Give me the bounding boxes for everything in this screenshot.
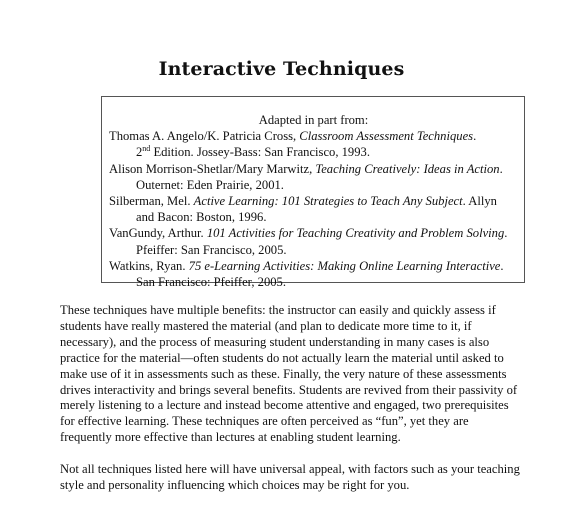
source-title: 75 e-Learning Activities: Making Online Learning Interactive [188,258,501,273]
source-author: VanGundy, Arthur. [109,226,207,241]
source-entry [109,128,518,160]
source-publisher: . Pfeiffer: San Francisco, 2005. [136,226,508,257]
source-title: Active Learning: 101 Strategies to Teach Any Subject [193,194,463,209]
source-publisher: . San Francisco: Pfeiffer, 2005. [136,258,504,290]
source-punct: . [473,129,477,144]
sources-box [101,96,525,290]
source-title: 101 Activities for Teaching Creativity and Problem Solving [206,226,505,241]
source-publisher: . Outernet: Eden Prairie, 2001. [136,161,503,192]
body-paragraph: Not all techniques listed here will have universal appeal, with factors such as your teaching style and personality influencing which choices may be right for you. [60,462,520,493]
source-title: Classroom Assessment Techniques [299,129,474,144]
source-entry [109,193,518,225]
source-entry [109,225,518,257]
source-publisher: Edition. Jossey-Bass: San Francisco, 1993. [150,145,370,160]
source-author: Alison Morrison-Shetlar/Mary Marwitz, [109,161,316,176]
source-author: Watkins, Ryan. [109,258,189,273]
source-entry [109,258,518,290]
source-author: Silberman, Mel. [109,194,194,209]
source-author: Thomas A. Angelo/K. Patricia Cross, [109,129,300,144]
document-title: Interactive Techniques [158,58,405,80]
sources-heading: Adapted in part from: [258,113,369,127]
source-edition-suffix: nd [142,144,151,154]
source-edition-number: 2 [136,145,143,160]
body-paragraph: These techniques have multiple benefits: the instructor can easily and quickly assess if students have really mastered the material (and plan to dedicate more time to it, if necessary), and the process of measuring student understanding in many cases is also practice for the material—often students do not actually learn the material until asked to make use of it in assessments such as these. Finally, the very nature of these assessments drives interactivity and brings several benefits. Students are revived from their passivity of merely listening to a lecture and instead become attentive and engaged, two prerequisites for effective learning. These techniques are often perceived as “fun”, yet they are frequently more effective than lectures at enabling student learning. [60,303,518,445]
source-title: Teaching Creatively: Ideas in Action [315,161,500,176]
source-entry [109,161,518,193]
body-text [60,303,520,510]
source-publisher: . Allyn and Bacon: Boston, 1996. [136,194,497,225]
